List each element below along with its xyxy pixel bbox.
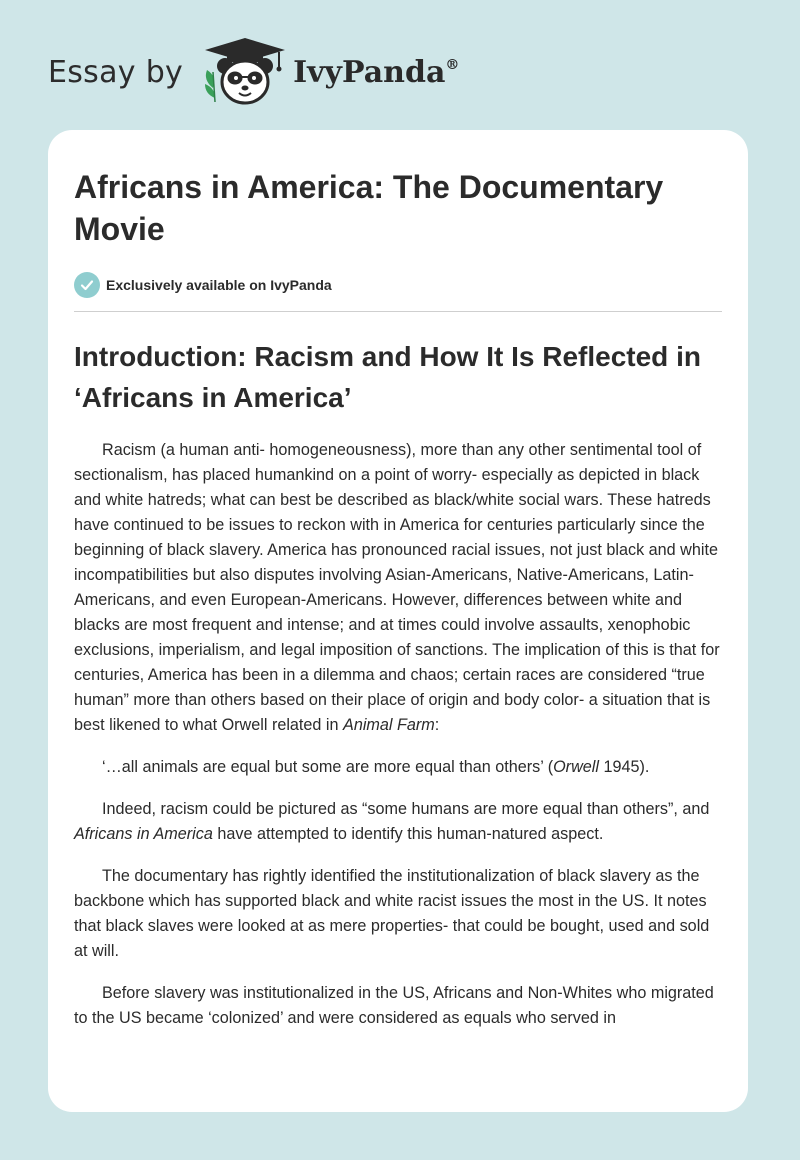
paragraph-2: Indeed, racism could be pictured as “some humans are more equal than others”, and Africans in America have attempted to identify this human-natured aspect. — [74, 800, 710, 843]
essay-card — [48, 130, 748, 1112]
paragraph-1: Racism (a human anti- homogeneousness), more than any other sentimental tool of sectionalism, has placed humankind on a point of worry- especially as depicted in black and white hatreds; what can best be described as black/white social wars. These hatreds have continued to be issues to reckon with in America for centuries particularly since the beginning of black slavery. America has pronounced racial issues, not just black and white incompatibilities but also disputes involving Asian-Americans, Native-Americans, Latin-Americans, and even European-Americans. However, differences between white and blacks are most frequent and intense; and at times could involve assaults, xenophobic exclusions, imperialism, and legal imposition of sanctions. The implication of this is that for centuries, America has been in a dilemma and chaos; certain races are considered “true human” more than others based on their place of origin and body color- a situation that is best likened to what Orwell related in Animal Farm: — [74, 441, 720, 734]
brand-name[interactable]: IvyPanda® — [293, 54, 460, 90]
essay-body — [74, 438, 722, 1031]
page-title: Africans in America: The Documentary Movie — [74, 169, 664, 247]
checkmark-icon — [74, 272, 100, 298]
essay-by-label: Essay by — [48, 54, 184, 90]
panda-graduate-logo-icon[interactable] — [199, 36, 291, 108]
exclusive-badge — [74, 272, 722, 312]
paragraph-3: The documentary has rightly identified the institutionalization of black slavery as the backbone which has supported black and white racist issues the most in the US. It notes that black slaves were looked at as mere properties- that could be bought, used and sold at will. — [74, 867, 710, 960]
badge-label: Exclusively available on IvyPanda — [106, 277, 332, 293]
site-header — [48, 36, 459, 108]
quote-paragraph: ‘…all animals are equal but some are more equal than others’ (Orwell 1945). — [102, 758, 650, 776]
paragraph-4: Before slavery was institutionalized in the US, Africans and Non-Whites who migrated to the US became ‘colonized’ and were considered as equals who served in — [74, 984, 714, 1027]
section-heading: Introduction: Racism and How It Is Reflected in ‘Africans in America’ — [74, 341, 701, 413]
